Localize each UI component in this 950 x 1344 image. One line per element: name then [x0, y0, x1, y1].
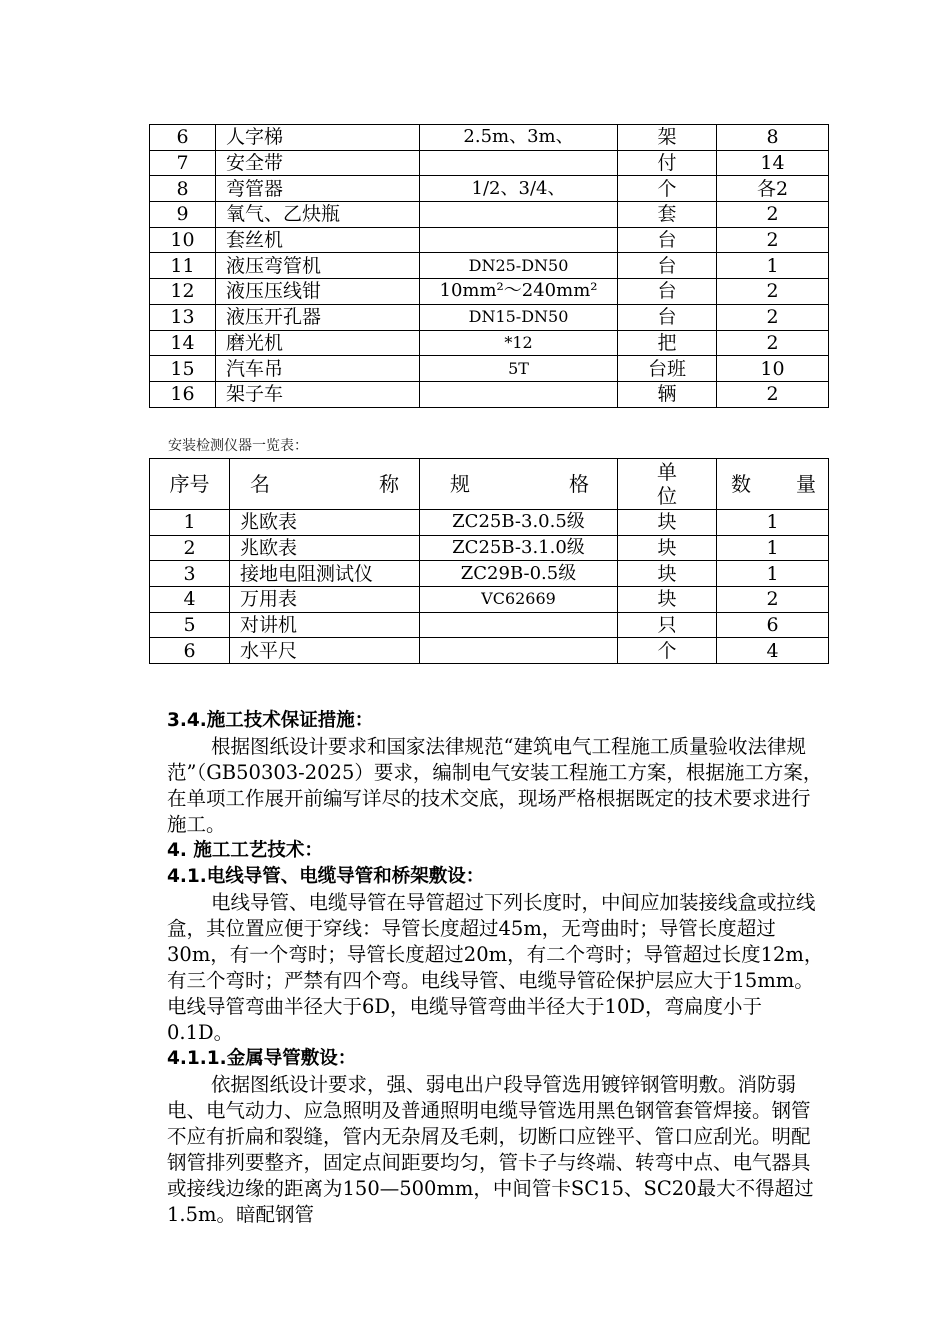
table-row: [150, 227, 829, 253]
header-spec-b: 格: [569, 472, 589, 496]
row-qty: 6: [717, 612, 829, 638]
row-name: 液压开孔器: [216, 304, 420, 330]
row-name: 氧气、乙炔瓶: [216, 202, 420, 228]
row-spec: [420, 612, 618, 638]
row-no: 15: [150, 356, 216, 382]
row-qty: 1: [717, 253, 829, 279]
row-unit: 辆: [618, 381, 717, 407]
paragraph-4-1: 电线导管、电缆导管在导管超过下列长度时，中间应加装接线盒或拉线盒，其位置应便于穿线：导管长度超过45m，无弯曲时；导管长度超过30m，有一个弯时；导管长度超过20m，有二个弯时；导管超过长度12m，有三个弯时；严禁有四个弯。电线导管、电缆导管砼保护层应大于15mm。电线导管弯曲半径大于6D，电缆导管弯曲半径大于10D，弯扁度小于0.1D。: [167, 891, 824, 1044]
row-qty: 1: [717, 561, 829, 587]
header-spec: [420, 459, 618, 510]
row-no: 8: [150, 176, 216, 202]
row-no: 14: [150, 330, 216, 356]
row-name: 水平尺: [230, 638, 420, 664]
paragraph-3-4: 根据图纸设计要求和国家法律规范“建筑电气工程施工质量验收法律规范”（GB50303-2025）要求，编制电气安装工程施工方案，根据施工方案，在单项工作展开前编写详尽的技术交底，现场严格根据既定的技术要求进行施工。: [167, 735, 823, 836]
row-qty: 2: [717, 304, 829, 330]
header-unit: [618, 459, 717, 510]
row-no: 13: [150, 304, 216, 330]
row-unit: 块: [618, 535, 717, 561]
table-row: [150, 150, 829, 176]
table-row: [150, 330, 829, 356]
table-row: [150, 638, 829, 664]
row-no: 7: [150, 150, 216, 176]
row-unit: 块: [618, 561, 717, 587]
row-name: 套丝机: [216, 227, 420, 253]
row-unit: 把: [618, 330, 717, 356]
row-unit: 付: [618, 150, 717, 176]
row-spec: [420, 227, 618, 253]
row-spec: ZC25B-3.0.5级: [420, 510, 618, 536]
header-qty-a: 数: [731, 472, 751, 496]
row-spec: 1/2、3/4、: [420, 176, 618, 202]
row-unit: 个: [618, 176, 717, 202]
row-unit: 套: [618, 202, 717, 228]
row-unit: 只: [618, 612, 717, 638]
row-unit: 台: [618, 279, 717, 305]
row-spec: ZC29B-0.5级: [420, 561, 618, 587]
instruments-table: [149, 458, 829, 664]
row-unit: 块: [618, 587, 717, 613]
row-qty: 10: [717, 356, 829, 382]
row-no: 5: [150, 612, 230, 638]
table-row: [150, 125, 829, 151]
row-spec: [420, 202, 618, 228]
table-header-row: [150, 459, 829, 510]
row-spec: *12: [420, 330, 618, 356]
heading-3-4: 3.4.施工技术保证措施：: [167, 710, 374, 731]
row-spec: DN25-DN50: [420, 253, 618, 279]
row-qty: 4: [717, 638, 829, 664]
header-qty-b: 量: [796, 472, 816, 496]
row-name: 架子车: [216, 381, 420, 407]
row-unit: 架: [618, 125, 717, 151]
paragraph-4-1-1: 依据图纸设计要求，强、弱电出户段导管选用镀锌钢管明敷。消防弱电、电气动力、应急照明及普通照明电缆导管选用黑色钢管套管焊接。钢管不应有折扁和裂缝，管内无杂屑及毛刺，切断口应锉平、管口应刮光。明配钢管排列要整齐，固定点间距要均匀，管卡子与终端、转弯中点、电气器具或接线边缘的距离为150—500mm，中间管卡SC15、SC20最大不得超过1.5m。暗配钢管: [167, 1073, 814, 1226]
table-row: [150, 202, 829, 228]
row-name: 人字梯: [216, 125, 420, 151]
body-text: [167, 708, 827, 1228]
row-qty: 2: [717, 587, 829, 613]
row-qty: 2: [717, 227, 829, 253]
row-no: 11: [150, 253, 216, 279]
row-spec: 5T: [420, 356, 618, 382]
row-spec: [420, 381, 618, 407]
row-spec: [420, 150, 618, 176]
row-unit: 块: [618, 510, 717, 536]
row-no: 3: [150, 561, 230, 587]
row-name: 兆欧表: [230, 510, 420, 536]
table-row: [150, 176, 829, 202]
table-row: [150, 356, 829, 382]
row-spec: 2.5m、3m、: [420, 125, 618, 151]
row-no: 9: [150, 202, 216, 228]
row-name: 弯管器: [216, 176, 420, 202]
heading-4: 4. 施工工艺技术：: [167, 840, 323, 861]
row-spec: 10mm²～240mm²: [420, 279, 618, 305]
row-spec: [420, 638, 618, 664]
row-no: 12: [150, 279, 216, 305]
row-qty: 1: [717, 510, 829, 536]
table-row: [150, 253, 829, 279]
row-qty: 1: [717, 535, 829, 561]
header-qty: [717, 459, 829, 510]
row-qty: 2: [717, 330, 829, 356]
row-unit: 台: [618, 227, 717, 253]
header-spec-a: 规: [450, 472, 470, 496]
header-unit-a: 单: [657, 460, 677, 484]
row-name: 汽车吊: [216, 356, 420, 382]
row-qty: 各2: [717, 176, 829, 202]
row-spec: VC62669: [420, 587, 618, 613]
row-unit: 台: [618, 304, 717, 330]
row-qty: 14: [717, 150, 829, 176]
row-qty: 2: [717, 279, 829, 305]
row-no: 6: [150, 638, 230, 664]
row-qty: 2: [717, 202, 829, 228]
heading-4-1-1: 4.1.1.金属导管敷设：: [167, 1048, 357, 1069]
row-name: 安全带: [216, 150, 420, 176]
table-row: [150, 535, 829, 561]
row-qty: 8: [717, 125, 829, 151]
header-unit-b: 位: [657, 484, 677, 508]
row-no: 4: [150, 587, 230, 613]
table-row: [150, 612, 829, 638]
row-spec: ZC25B-3.1.0级: [420, 535, 618, 561]
table-row: [150, 381, 829, 407]
table-row: [150, 587, 829, 613]
header-name: [230, 459, 420, 510]
row-name: 对讲机: [230, 612, 420, 638]
row-name: 万用表: [230, 587, 420, 613]
row-unit: 台班: [618, 356, 717, 382]
row-qty: 2: [717, 381, 829, 407]
header-no: 序号: [150, 459, 230, 510]
row-no: 2: [150, 535, 230, 561]
table-row: [150, 279, 829, 305]
table-row: [150, 304, 829, 330]
row-name: 兆欧表: [230, 535, 420, 561]
row-no: 6: [150, 125, 216, 151]
tools-table: [149, 124, 829, 408]
row-no: 1: [150, 510, 230, 536]
table-row: [150, 561, 829, 587]
heading-4-1: 4.1.电线导管、电缆导管和桥架敷设：: [167, 866, 485, 887]
header-name-a: 名: [250, 472, 270, 496]
row-name: 接地电阻测试仪: [230, 561, 420, 587]
row-unit: 个: [618, 638, 717, 664]
row-no: 10: [150, 227, 216, 253]
instruments-table-caption: 安装检测仪器一览表：: [168, 438, 308, 454]
header-name-b: 称: [379, 472, 399, 496]
row-no: 16: [150, 381, 216, 407]
row-unit: 台: [618, 253, 717, 279]
table-row: [150, 510, 829, 536]
row-name: 液压压线钳: [216, 279, 420, 305]
row-name: 液压弯管机: [216, 253, 420, 279]
row-name: 磨光机: [216, 330, 420, 356]
row-spec: DN15-DN50: [420, 304, 618, 330]
